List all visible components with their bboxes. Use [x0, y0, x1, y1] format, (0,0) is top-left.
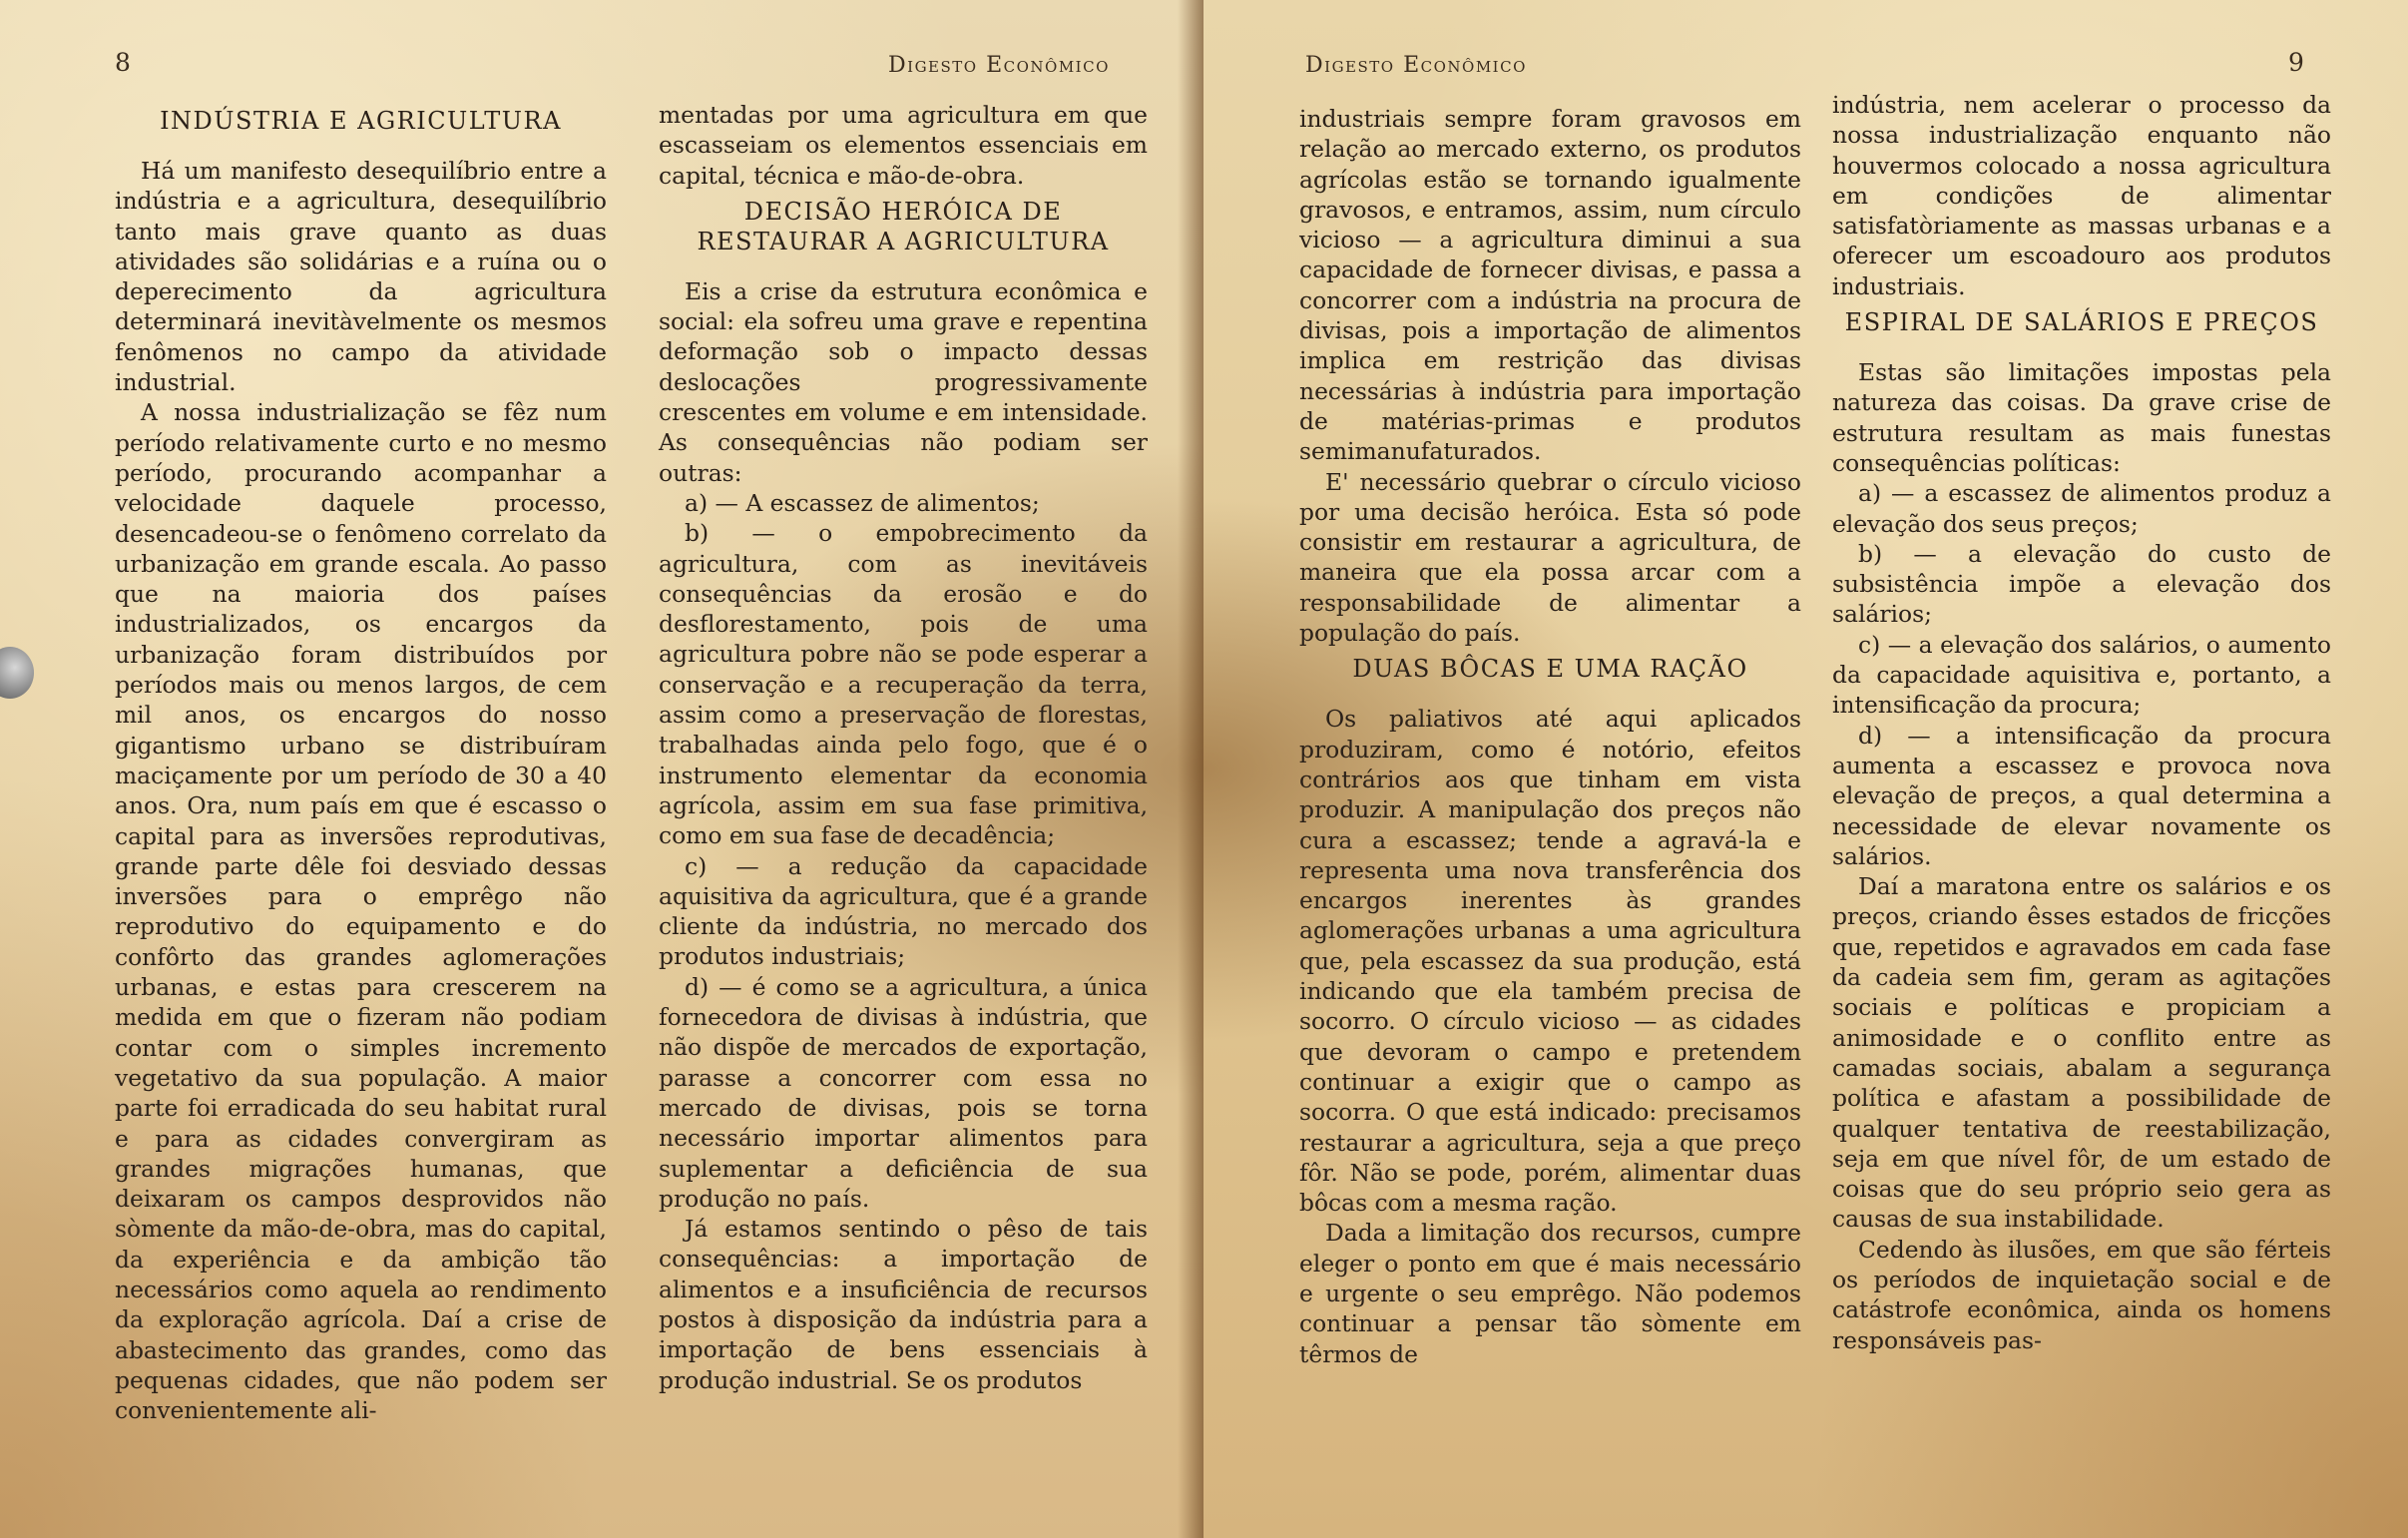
- running-head-left: Digesto Econômico: [888, 53, 1110, 78]
- paragraph: Cedendo às ilusões, em que são férteis os períodos de inquietação social e de catástrofe econômica, ainda os homens responsáveis pas-: [1832, 1235, 2331, 1354]
- section-heading: DUAS BÔCAS E UMA RAÇÃO: [1352, 655, 1748, 684]
- list-item: a) — a escassez de alimentos produz a elevação dos seus preços;: [1832, 479, 2331, 538]
- paragraph: A nossa industrialização se fêz num período relativamente curto e no mesmo período, procurando acompanhar a velocidade daquele processo, desencadeou-se o fenômeno correlato da urbanização em grande escala. Ao passo que na maioria dos países industrializados, os encargos da urbanização foram distribuídos por períodos mais ou menos largos, de cem mil anos, os encargos do nosso gigantismo urbano se distribuíram maciçamente por um período de 30 a 40 anos. Ora, num país em que é escasso o capital para as inversões reprodutivas, grande parte dêle foi desviado dessas inversões para o emprêgo não reprodutivo do equipamento e do confôrto das grandes aglomerações urbanas, e estas para crescerem na medida em que o fizeram não podiam contar com o simples incremento vegetativo da sua população. A maior parte foi erradicada do seu habitat rural e para as cidades convergiram as grandes migrações humanas, que deixaram os campos desprovidos não sòmente da mão-de-obra, mas do capital, da experiência e da ambição tão necessários como aquela ao rendimento da exploração agrícola. Daí a crise de abastecimento das grandes, como das pequenas cidades, que não podem ser convenientemente ali-: [115, 398, 607, 1425]
- section-heading: DECISÃO HERÓICA DE RESTAURAR A AGRICULTURA: [697, 197, 1110, 256]
- section-heading: INDÚSTRIA E AGRICULTURA: [160, 107, 562, 135]
- paragraph-continued: indústria, nem acelerar o processo da nossa industrialização enquanto não houvermos colocado a nossa agricultura em condições de alimentar satisfatòriamente as massas urbanas e a oferecer um escoadouro aos produtos industriais.: [1832, 91, 2331, 300]
- running-head-right: Digesto Econômico: [1305, 53, 1527, 78]
- paragraph-continued: mentadas por uma agricultura em que escasseiam os elementos essenciais em capital, técnica e mão-de-obra.: [659, 101, 1148, 190]
- right-column-1: [1299, 104, 1801, 1369]
- paragraph: Dada a limitação dos recursos, cumpre eleger o ponto em que é mais necessário e urgente o seu emprêgo. Não podemos continuar a pensar tão sòmente em têrmos de: [1299, 1219, 1801, 1368]
- paragraph: Eis a crise da estrutura econômica e social: ela sofreu uma grave e repentina deformação sob o impacto dessas deslocações progressivamente crescentes em volume e em intensidade. As consequências não podiam ser outras:: [659, 276, 1148, 487]
- paragraph: Estas são limitações impostas pela natureza das coisas. Da grave crise de estrutura resultam as mais funestas consequências políticas:: [1832, 358, 2331, 477]
- list-item: d) — é como se a agricultura, a única fornecedora de divisas à indústria, que não dispõe de mercados de exportação, parasse a concorrer com essa no mercado de divisas, pois se torna necessário importar alimentos para suplementar a deficiência de sua produção no país.: [659, 972, 1148, 1213]
- binder-ring-icon: [0, 647, 34, 699]
- right-column-2: [1832, 90, 2331, 1355]
- paragraph: Daí a maratona entre os salários e os preços, criando êsses estados de fricções que, repetidos e agravados em cada fase da cadeia sem fim, geram as agitações sociais e políticas e propiciam a animosidade e o conflito entre as camadas sociais, abalam a segurança política e afastam a possibilidade de qualquer tentativa de reestabilização, seja em que nível fôr, de um estado de coisas que do seu próprio seio gera as causas de sua instabilidade.: [1832, 872, 2331, 1234]
- paragraph: E' necessário quebrar o círculo vicioso por uma decisão heróica. Esta só pode consistir em restaurar a agricultura, de maneira que ela possa arcar com a responsabilidade de alimentar a população do país.: [1299, 467, 1801, 648]
- list-item: b) — o empobrecimento da agricultura, com as inevitáveis consequências da erosão e do desflorestamento, pois de uma agricultura pobre não se pode esperar a conservação e a recuperação da terra, assim como a preservação de florestas, trabalhadas ainda pelo fogo, que é o instrumento elementar da economia agrícola, assim em sua fase primitiva, como em sua fase de decadência;: [659, 519, 1148, 850]
- section-heading: ESPIRAL DE SALÁRIOS E PREÇOS: [1844, 308, 2319, 337]
- paragraph: Os paliativos até aqui aplicados produziram, como é notório, efeitos contrários aos que tinham em vista produzir. A manipulação dos preços não cura a escassez; tende a agravá-la e representa uma nova transferência dos encargos inerentes às grandes aglomerações urbanas a uma agricultura que, pela escassez da sua produção, está indicando que ela também precisa de socorro. O círculo vicioso — as cidades que devoram o campo e pretendem continuar a exigir que o campo as socorra. O que está indicado: precisamos restaurar a agricultura, seja a que preço fôr. Não se pode, porém, alimentar duas bôcas com a mesma ração.: [1299, 705, 1801, 1218]
- list-item: c) — a redução da capacidade aquisitiva da agricultura, que é a grande cliente da indústria, no mercado dos produtos industriais;: [659, 851, 1148, 971]
- page-number-left: 8: [115, 48, 131, 77]
- list-item: d) — a intensificação da procura aumenta a escassez e provoca nova elevação de preços, a qual determina a necessidade de elevar novamente os salários.: [1832, 721, 2331, 870]
- left-column-2: [659, 100, 1148, 1395]
- list-item: c) — a elevação dos salários, o aumento da capacidade aquisitiva e, portanto, a intensificação da procura;: [1832, 630, 2331, 720]
- paragraph-continued: industriais sempre foram gravosos em relação ao mercado externo, os produtos agrícolas estão se tornando igualmente gravosos, e entramos, assim, num círculo vicioso — a agricultura diminui a sua capacidade de fornecer divisas, e passa a concorrer com a indústria na procura de divisas, pois a importação de alimentos implica em restrição das divisas necessárias à indústria para importação de matérias-primas e produtos semimanufaturados.: [1299, 105, 1801, 466]
- page-number-right: 9: [2288, 48, 2304, 77]
- paragraph: Há um manifesto desequilíbrio entre a indústria e a agricultura, desequilíbrio tanto mais grave quanto as duas atividades são solidárias e a ruína ou o deperecimento da agricultura determinará inevitàvelmente os mesmos fenômenos no campo da atividade industrial.: [115, 157, 607, 397]
- right-page: [1204, 0, 2408, 1538]
- list-item: a) — A escassez de alimentos;: [685, 488, 1040, 517]
- paragraph: Já estamos sentindo o pêso de tais consequências: a importação de alimentos e a insuficiência de recursos postos à disposição da indústria para a importação de bens essenciais à produção industrial. Se os produtos: [659, 1215, 1148, 1394]
- list-item: b) — a elevação do custo de subsistência impõe a elevação dos salários;: [1832, 539, 2331, 629]
- left-column-1: [115, 100, 607, 1425]
